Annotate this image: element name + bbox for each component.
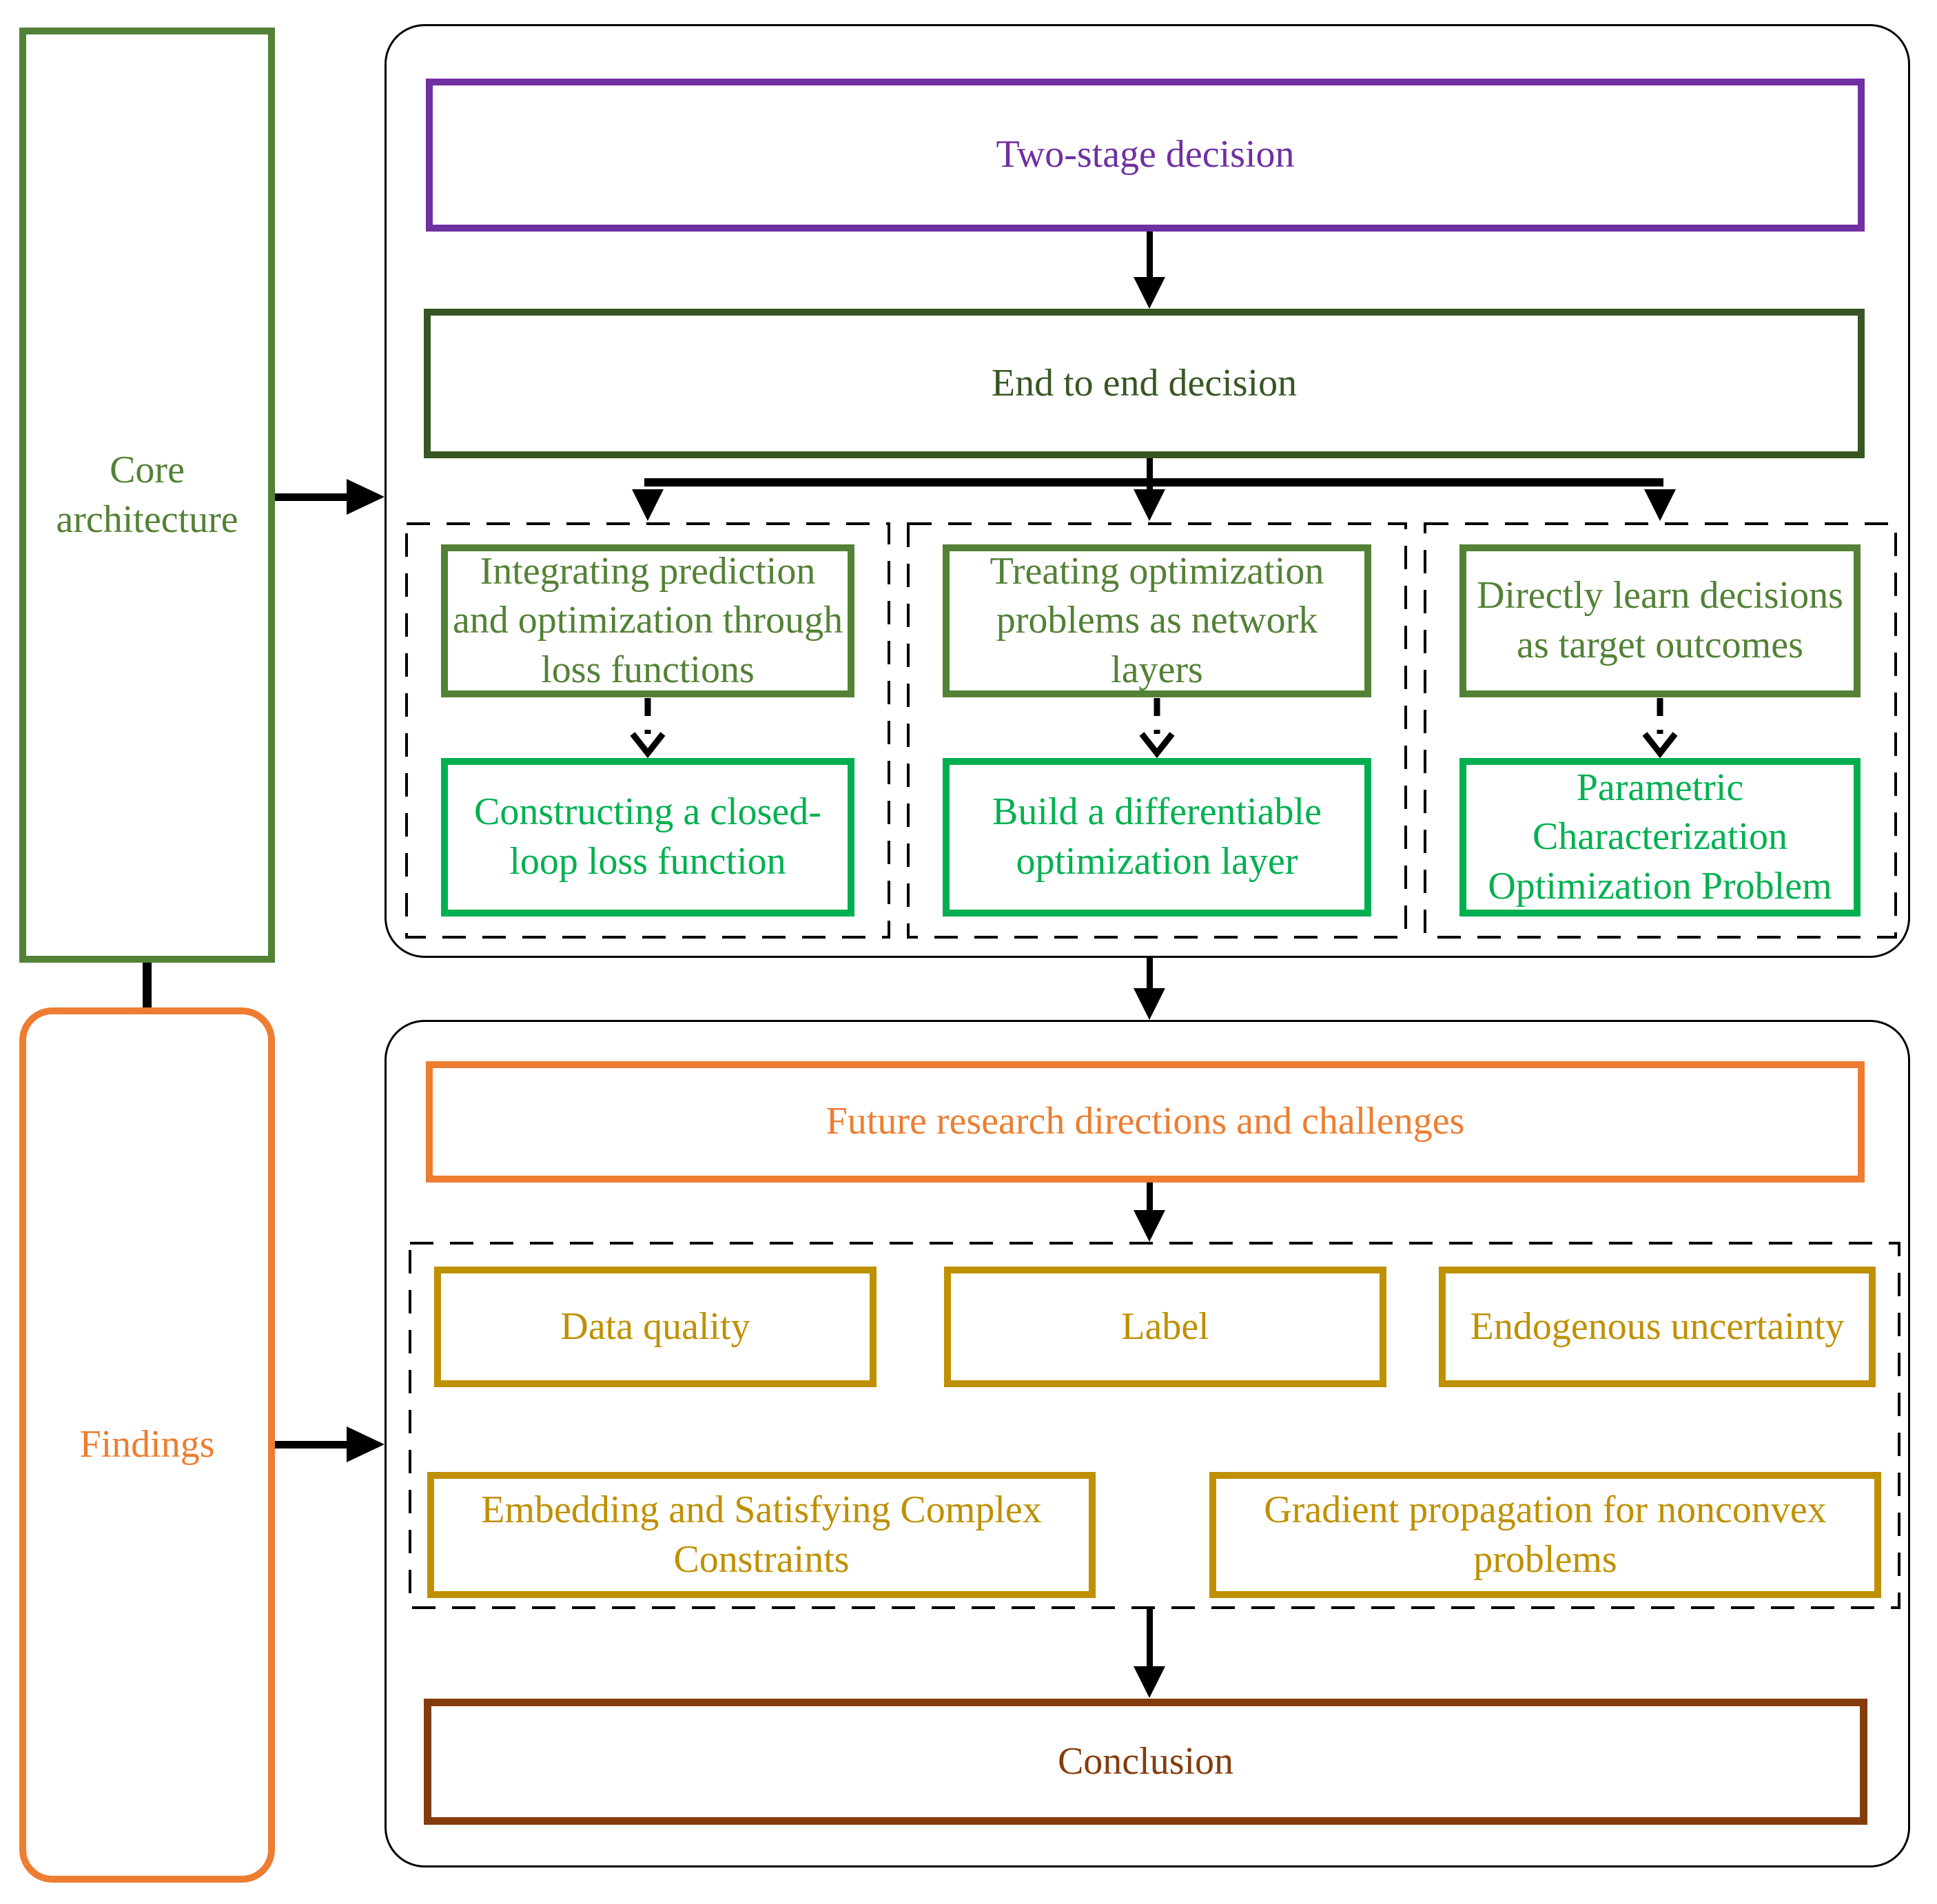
challenges-to-conclusion-arrow-shaft [1147,1609,1153,1668]
end-to-end-decision-label: End to end decision [991,361,1298,405]
branch-3-approach-box [1459,544,1861,697]
two-stage-to-end-arrow-shaft [1147,232,1153,278]
panel-to-panel-arrowhead [1134,988,1165,1020]
branch-arrowhead-center [1134,489,1165,521]
challenge-endogenous-uncertainty-box [1439,1267,1876,1387]
branch-horizontal-bar [644,478,1663,487]
branch-1-approach-label: Integrating prediction and optimization through loss functions [452,549,843,691]
branch-arrowhead-left [632,489,664,521]
challenge-data-quality-box [434,1267,877,1387]
future-to-challenges-arrowhead [1134,1210,1165,1242]
future-research-label: Future research directions and challenges [826,1100,1465,1143]
branch-1-dashed-arrow [627,698,668,759]
branch-2-technique-label: Build a differentiable optimization layer [992,790,1322,883]
branch-2-technique-box [943,758,1371,917]
future-research-box [426,1061,1865,1183]
core-to-panel-arrow-shaft [275,493,348,501]
findings-to-panel-arrowhead [347,1426,385,1462]
conclusion-label: Conclusion [1057,1739,1234,1783]
core-findings-connector-line [143,963,152,1008]
branch-3-approach-label: Directly learn decisions as target outcomes [1477,574,1843,666]
challenge-label-label: Label [1121,1304,1209,1348]
challenge-gradient-propagation-box [1209,1472,1881,1598]
challenges-to-conclusion-arrowhead [1134,1666,1165,1698]
branch-1-approach-box [441,544,854,697]
core-architecture-label: Core architecture [56,448,238,541]
end-to-end-decision-box [424,309,1865,458]
branch-3-dashed-arrow [1639,698,1681,759]
core-to-panel-arrowhead [347,479,385,515]
conclusion-box [424,1699,1867,1825]
two-stage-decision-box [426,79,1865,232]
branch-1-technique-label: Constructing a closed-loop loss function [474,790,821,883]
challenge-endogenous-uncertainty-label: Endogenous uncertainty [1470,1304,1845,1348]
panel-to-panel-arrow-shaft [1147,958,1153,990]
branch-center-stub [1147,458,1153,492]
branch-arrowhead-right [1644,489,1676,521]
two-stage-to-end-arrowhead [1134,277,1165,309]
findings-label: Findings [79,1423,215,1466]
branch-2-dashed-arrow [1136,698,1178,759]
branch-2-approach-label: Treating optimization problems as network layers [990,549,1324,691]
two-stage-decision-label: Two-stage decision [996,133,1295,176]
findings-to-panel-arrow-shaft [275,1441,348,1449]
challenge-complex-constraints-box [427,1472,1096,1598]
branch-1-technique-box [441,758,854,917]
future-to-challenges-arrow-shaft [1147,1183,1153,1213]
findings-box [19,1007,275,1883]
challenge-data-quality-label: Data quality [560,1304,750,1348]
challenge-gradient-propagation-label: Gradient propagation for nonconvex problems [1264,1488,1827,1581]
challenge-label-box [944,1267,1386,1387]
branch-3-technique-label: Parametric Characterization Optimization Problem [1488,766,1832,908]
challenge-complex-constraints-label: Embedding and Satisfying Complex Constraints [481,1488,1042,1581]
core-architecture-box [19,28,275,963]
branch-2-approach-box [943,544,1371,697]
branch-3-technique-box [1459,758,1861,917]
